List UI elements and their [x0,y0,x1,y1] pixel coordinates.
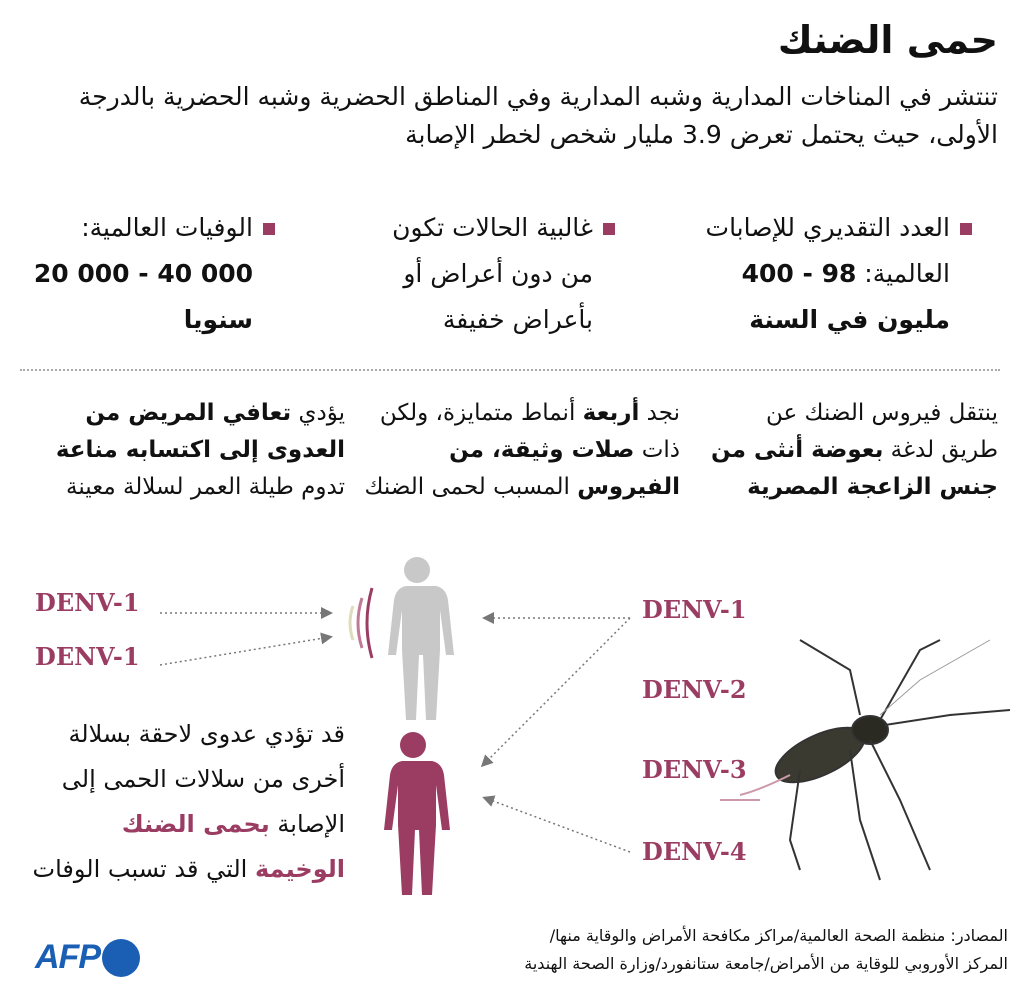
text-bold: تعافي المريض من العدوى إلى اكتسابه مناعة [55,400,345,463]
afp-logo [35,938,140,977]
logo-text: AFP [35,938,100,976]
text: نجد [639,400,680,426]
bullet-text: العدد التقديري للإصابات [705,213,950,242]
denv-left-2: DENV-1 [35,642,140,671]
bullet-value: مليون في السنة [749,305,950,334]
text: تدوم طيلة العمر لسلالة معينة [66,474,345,500]
bullet-deaths [15,205,275,343]
source-line: المركز الأوروبي للوقاية من الأمراض/جامعة ستانفورد/وزارة الصحة الهندية [524,954,1008,973]
text: يؤدي [291,400,345,426]
denv-right-2: DENV-2 [642,675,747,704]
divider [20,369,1000,371]
bullet-text: العالمية: [856,259,950,288]
bullet-value: 98 - 400 [741,259,857,288]
source-line: المصادر: منظمة الصحة العالمية/مراكز مكافحة الأمراض والوقاية منها/ [549,926,1008,945]
diagram-graphics [0,540,1020,910]
page-title: حمى الضنك [777,18,998,62]
person-maroon-icon [384,732,450,895]
paragraph-immunity [30,395,345,506]
text-bold: صلات وثيقة، من الفيروس [449,437,680,500]
denv-right-1: DENV-1 [642,595,747,624]
arrow-line [160,637,330,665]
bullet-cases [672,205,972,343]
bullet-square-icon [960,223,972,235]
bullet-value: 20 000 - 40 000 [33,259,253,288]
paragraph-types [360,395,680,506]
text-bold: بعوضة أنثى من جنس الزاعجة المصرية [711,437,998,500]
text-bold: أربعة [582,400,640,426]
text: أنماط متمايزة، ولكن ذات [379,400,680,463]
bullet-symptoms [335,205,615,343]
paragraph-transmission [708,395,998,506]
text: ينتقل فيروس الضنك عن طريق لدغة [766,400,998,463]
bullet-value: سنويا [183,305,253,334]
text: المسبب لحمى الضنك [364,474,578,500]
bullet-square-icon [263,223,275,235]
denv-right-3: DENV-3 [642,755,747,784]
signal-waves-icon [350,588,372,658]
mosquito-image [720,640,1010,880]
person-gray-icon [388,557,454,720]
bullet-text: غالبية الحالات تكون [392,213,593,242]
arrow-line [483,618,630,765]
text: التي قد تسبب الوفات [32,855,255,883]
text: قد تؤدي عدوى لاحقة بسلالة أخرى من سلالات الحمى إلى الإصابة [61,720,345,838]
text-accent: بحمى الضنك الوخيمة [121,810,345,883]
bullet-square-icon [603,223,615,235]
bullet-text: بأعراض خفيفة [442,305,593,334]
logo-circle-icon [102,939,140,977]
subtitle: تنتشر في المناخات المدارية وشبه المدارية وفي المناطق الحضرية وشبه الحضرية بالدرجة الأولى، حيث يحتمل تعرض 3.9 مليار شخص لخطر الإصابة [78,82,998,149]
bullet-text: من دون أعراض أو [403,259,593,288]
sources [408,922,1008,978]
denv-right-4: DENV-4 [642,837,747,866]
denv-left-1: DENV-1 [35,588,140,617]
bullet-text: الوفيات العالمية: [81,213,253,242]
arrow-line [485,798,630,852]
